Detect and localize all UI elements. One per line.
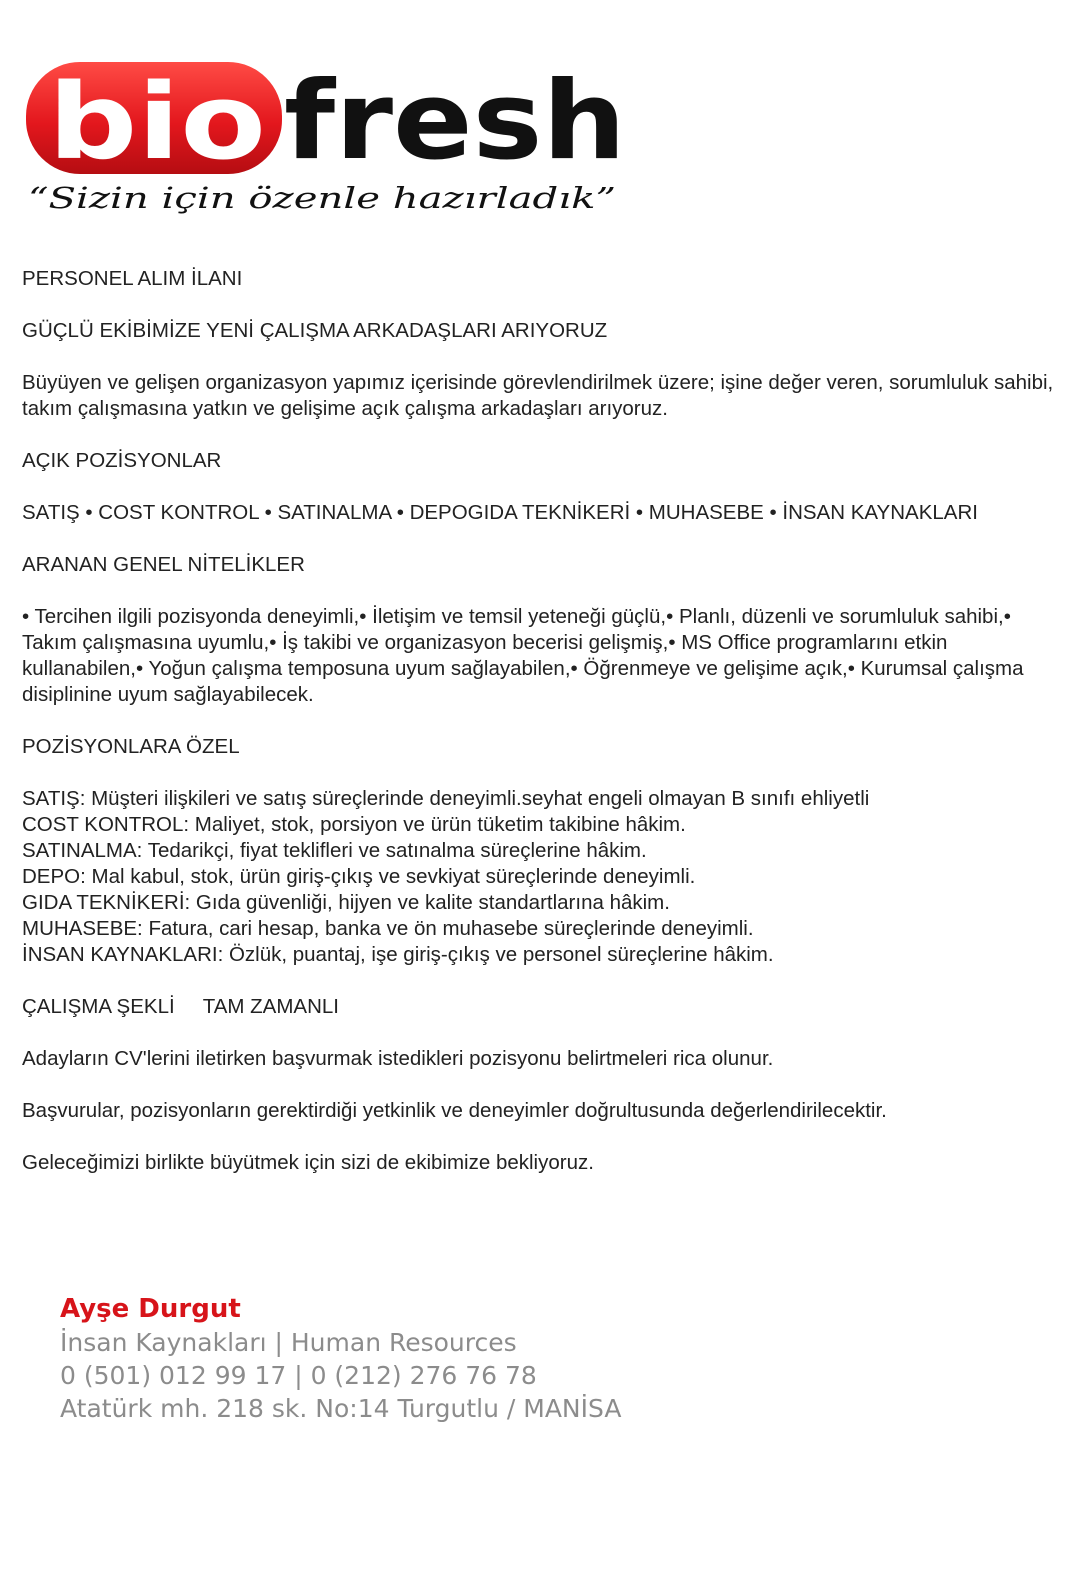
position-requirement-purchasing: SATINALMA: Tedarikçi, fiyat teklifleri ve satınalma süreçlerine hâkim. bbox=[22, 839, 647, 862]
work-type-value: TAM ZAMANLI bbox=[202, 995, 339, 1018]
closing-note-cv: Adayların CV'lerini iletirken başvurmak istedikleri pozisyonu belirtmeleri rica olunur. bbox=[22, 1047, 774, 1070]
position-requirement-sales: SATIŞ: Müşteri ilişkileri ve satış süreçlerinde deneyimli.seyhat engeli olmayan B sınıfı ehliyetli bbox=[22, 787, 870, 810]
qualification-item: • Planlı, düzenli ve sorumluluk sahibi, bbox=[666, 605, 1004, 628]
open-positions-heading: AÇIK POZİSYONLAR bbox=[22, 449, 222, 472]
biofresh-logo bbox=[22, 48, 662, 228]
biofresh-logo-graphic bbox=[22, 48, 662, 228]
position-requirement-warehouse: DEPO: Mal kabul, stok, ürün giriş-çıkış ve sevkiyat süreçlerinde deneyimli. bbox=[22, 865, 696, 888]
general-qualifications-heading: ARANAN GENEL NİTELİKLER bbox=[22, 553, 305, 576]
logo-slogan: “Sizin için özenle hazırladık” bbox=[28, 181, 616, 215]
logo-fresh-text: fresh bbox=[284, 59, 626, 184]
posting-subtitle: GÜÇLÜ EKİBİMİZE YENİ ÇALIŞMA ARKADAŞLARI ARIYORUZ bbox=[22, 319, 608, 342]
qualification-item: • Yoğun çalışma temposuna uyum sağlayabilen, bbox=[135, 657, 571, 680]
signature-address: Atatürk mh. 218 sk. No:14 Turgutlu / MANİSA bbox=[60, 1394, 622, 1423]
posting-title: PERSONEL ALIM İLANI bbox=[22, 267, 243, 290]
logo-bio-text: bio bbox=[48, 61, 266, 183]
position-requirement-food-technician: GIDA TEKNİKERİ: Gıda güvenliği, hijyen ve kalite standartlarına hâkim. bbox=[22, 891, 670, 914]
email-signature bbox=[60, 1292, 621, 1425]
qualification-item: • Kurumsal çalışma disiplinine uyum sağlayabilecek. bbox=[22, 657, 1024, 706]
closing-note-invitation: Geleceğimizi birlikte büyütmek için sizi de ekibimize bekliyoruz. bbox=[22, 1151, 594, 1174]
position-requirement-hr: İNSAN KAYNAKLARI: Özlük, puantaj, işe giriş-çıkış ve personel süreçlerine hâkim. bbox=[22, 943, 774, 966]
signature-phones: 0 (501) 012 99 17 | 0 (212) 276 76 78 bbox=[60, 1361, 537, 1390]
position-requirement-accounting: MUHASEBE: Fatura, cari hesap, banka ve ön muhasebe süreçlerinde deneyimli. bbox=[22, 917, 754, 940]
job-posting bbox=[22, 266, 1062, 1202]
position-specific-heading: POZİSYONLARA ÖZEL bbox=[22, 735, 240, 758]
signature-name: Ayşe Durgut bbox=[60, 1294, 241, 1324]
qualification-item: • Tercihen ilgili pozisyonda deneyimli, bbox=[22, 605, 360, 628]
qualification-item: • İletişim ve temsil yeteneği güçlü, bbox=[359, 605, 667, 628]
work-type bbox=[22, 994, 1062, 1020]
qualification-item: • MS Office programlarını etkin kullanabilen, bbox=[22, 631, 948, 680]
position-requirement-cost-control: COST KONTROL: Maliyet, stok, porsiyon ve ürün tüketim takibine hâkim. bbox=[22, 813, 686, 836]
position-specific-list bbox=[22, 786, 1062, 968]
intro-paragraph: Büyüyen ve gelişen organizasyon yapımız içerisinde görevlendirilmek üzere; işine değer veren, sorumluluk sahibi, takım çalışmasına yatkın ve gelişime açık çalışma arkadaşları arıyoruz. bbox=[22, 371, 1054, 420]
general-qualifications-list bbox=[22, 604, 1062, 708]
signature-department: İnsan Kaynakları | Human Resources bbox=[60, 1328, 517, 1357]
qualification-item: • Takım çalışmasına uyumlu, bbox=[22, 605, 1011, 654]
closing-note-evaluation: Başvurular, pozisyonların gerektirdiği yetkinlik ve deneyimler doğrultusunda değerlendirilecektir. bbox=[22, 1099, 887, 1122]
work-type-label: ÇALIŞMA ŞEKLİ bbox=[22, 995, 175, 1018]
qualification-item: • Öğrenmeye ve gelişime açık, bbox=[570, 657, 848, 680]
qualification-item: • İş takibi ve organizasyon becerisi gelişmiş, bbox=[269, 631, 669, 654]
open-positions-list: SATIŞ • COST KONTROL • SATINALMA • DEPOGIDA TEKNİKERİ • MUHASEBE • İNSAN KAYNAKLARI bbox=[22, 501, 978, 524]
